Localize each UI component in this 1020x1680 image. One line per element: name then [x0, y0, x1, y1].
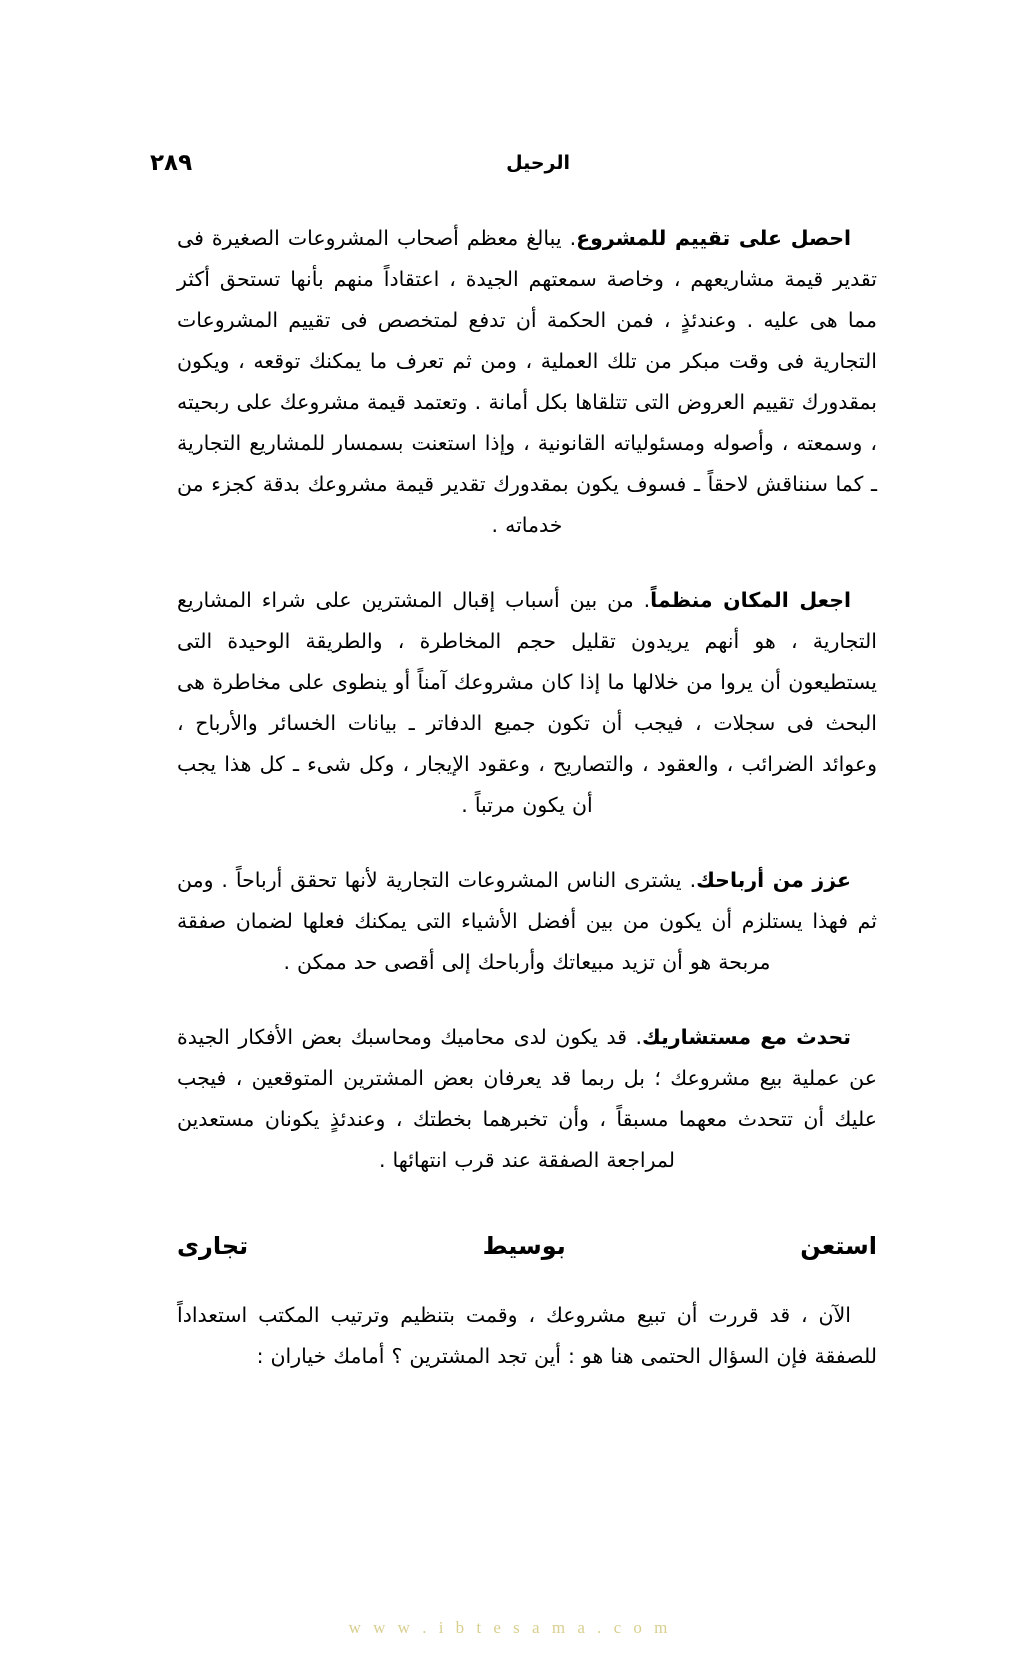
section-heading: استعن بوسيط تجارى — [177, 1232, 877, 1260]
footer-watermark: w w w . i b t e s a m a . c o m — [348, 1618, 672, 1637]
paragraph-block — [177, 860, 877, 983]
paragraph-block — [177, 580, 877, 826]
paragraph-lead-in: احصل على تقييم للمشروع — [576, 226, 851, 250]
closing-paragraph-text: الآن ، قد قررت أن تبيع مشروعك ، وقمت بتنظيم وترتيب المكتب استعداداً للصفقة فإن السؤال الحتمى هنا هو : أين تجد المشترين ؟ أمامك خياران : — [177, 1303, 877, 1368]
page-number: ٢٨٩ — [150, 150, 193, 176]
paragraph-body-text: . يبالغ معظم أصحاب المشروعات الصغيرة فى تقدير قيمة مشاريعهم ، وخاصة سمعتهم الجيدة ، اعتقاداً منهم بأنها تستحق أكثر مما هى عليه . وعندئذٍ ، فمن الحكمة أن تدفع لمتخصص فى تقييم المشروعات التجارية فى وقت مبكر من تلك العملية ، ومن ثم تعرف ما يمكنك توقعه ، ويكون بمقدورك تقييم العروض التى تتلقاها بكل أمانة . وتعتمد قيمة مشروعك على ربحيته ، وسمعته ، وأصوله ومسئولياته القانونية ، وإذا استعنت بسمسار للمشاريع التجارية ـ كما سنناقش لاحقاً ـ فسوف يكون بمقدورك تقدير قيمة مشروعك بدقة كجزء من خدماته . — [177, 226, 877, 537]
paragraph-body-text: . من بين أسباب إقبال المشترين على شراء المشاريع التجارية ، هو أنهم يريدون تقليل حجم المخاطرة ، والطريقة الوحيدة التى يستطيعون أن يروا من خلالها ما إذا كان مشروعك آمناً أو ينطوى على مخاطرة هى البحث فى سجلات ، فيجب أن تكون جميع الدفاتر ـ بيانات الخسائر والأرباح ، وعوائد الضرائب ، والعقود ، والتصاريح ، وعقود الإيجار ، وكل شىء ـ كل هذا يجب أن يكون مرتباً . — [177, 588, 877, 817]
paragraph-lead-in: عزز من أرباحك — [696, 868, 851, 892]
paragraph-block — [177, 218, 877, 546]
paragraph-block — [177, 1017, 877, 1181]
paragraph-body-text: . قد يكون لدى محاميك ومحاسبك بعض الأفكار الجيدة عن عملية بيع مشروعك ؛ بل ربما قد يعرفان بعض المشترين المتوقعين ، فيجب عليك أن تتحدث معهما مسبقاً ، وأن تخبرهما بخطتك ، وعندئذٍ يكونان مستعدين لمراجعة الصفقة عند قرب انتهائها . — [177, 1025, 877, 1172]
paragraph-body-text: . يشترى الناس المشروعات التجارية لأنها تحقق أرباحاً . ومن ثم فهذا يستلزم أن يكون من بين أفضل الأشياء التى يمكنك فعلها لضمان صفقة مربحة هو أن تزيد مبيعاتك وأرباحك إلى أقصى حد ممكن . — [177, 868, 877, 974]
paragraph-lead-in: تحدث مع مستشاريك — [642, 1025, 851, 1049]
running-head-title: الرحيل — [506, 152, 570, 174]
running-head — [140, 148, 880, 182]
text-column — [177, 218, 877, 1411]
paragraph-lead-in: اجعل المكان منظماً — [650, 588, 851, 612]
closing-paragraph — [177, 1295, 877, 1377]
